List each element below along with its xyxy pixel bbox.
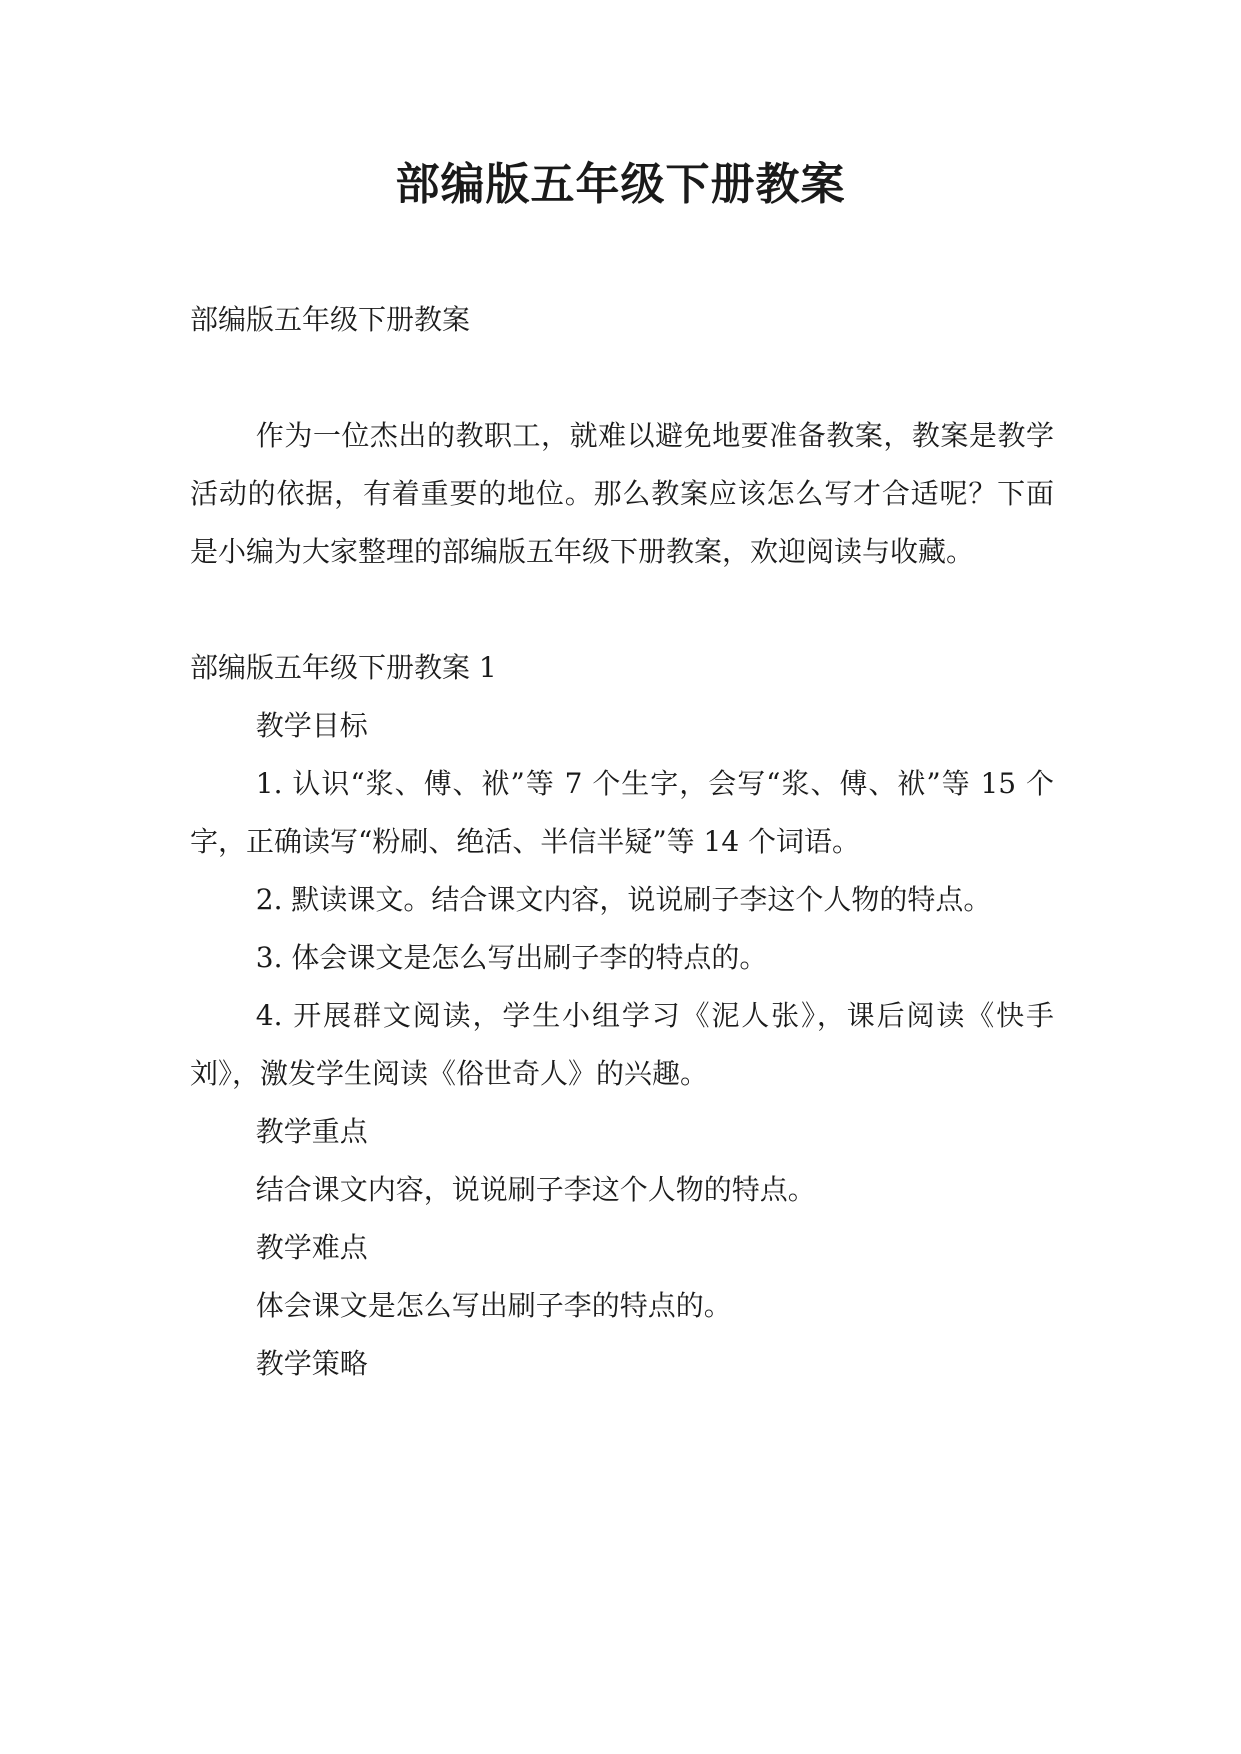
goals-label: 教学目标 — [255, 709, 368, 742]
document-title: 部编版五年级下册教案 — [395, 159, 846, 210]
goal-item-3: 3. 体会课文是怎么写出刷子李的特点的。 — [255, 941, 768, 974]
document-body — [190, 291, 1054, 1393]
strategy-label: 教学策略 — [255, 1347, 368, 1380]
section-heading: 部编版五年级下册教案 1 — [190, 651, 497, 684]
goal-item-1: 1. 认识“浆、傅、袱”等 7 个生字，会写“浆、傅、袱”等 15 个字，正确读写“粉刷、绝活、半信半疑”等 14 个词语。 — [190, 767, 1054, 858]
goal-item-4: 4. 开展群文阅读，学生小组学习《泥人张》，课后阅读《快手刘》，激发学生阅读《俗世奇人》的兴趣。 — [190, 999, 1054, 1090]
goal-item-2: 2. 默读课文。结合课文内容，说说刷子李这个人物的特点。 — [255, 883, 992, 916]
document-subtitle: 部编版五年级下册教案 — [190, 303, 471, 336]
key-points-label: 教学重点 — [255, 1115, 368, 1148]
intro-paragraph: 作为一位杰出的教职工，就难以避免地要准备教案，教案是教学活动的依据，有着重要的地位。那么教案应该怎么写才合适呢？下面是小编为大家整理的部编版五年级下册教案，欢迎阅读与收藏。 — [190, 419, 1054, 568]
difficulty-text: 体会课文是怎么写出刷子李的特点的。 — [255, 1289, 732, 1322]
difficulty-label: 教学难点 — [255, 1231, 368, 1264]
key-points-text: 结合课文内容，说说刷子李这个人物的特点。 — [255, 1173, 816, 1206]
